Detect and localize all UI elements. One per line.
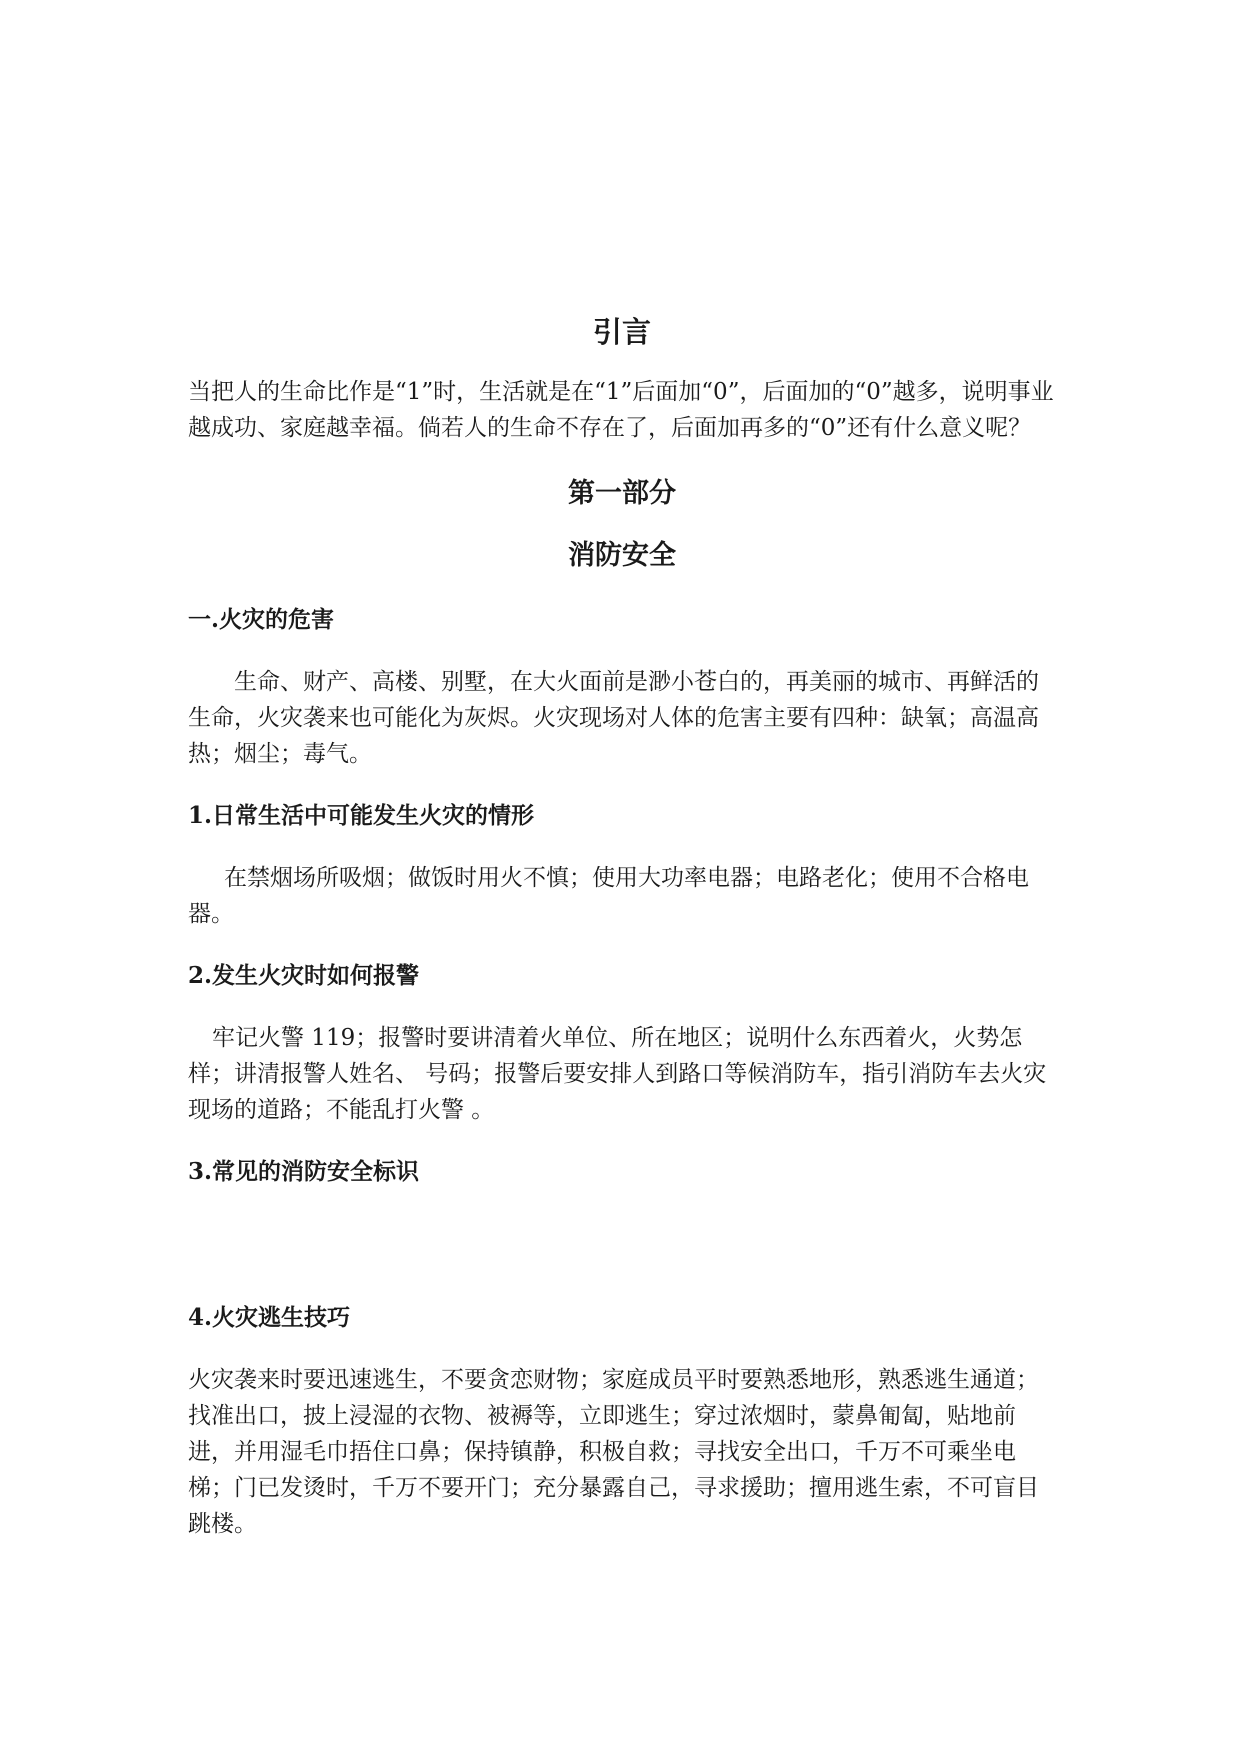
paragraph-escape-tips: 火灾袭来时要迅速逃生，不要贪恋财物；家庭成员平时要熟悉地形，熟悉逃生通道；找准出口，披上浸湿的衣物、被褥等，立即逃生；穿过浓烟时，蒙鼻匍匐，贴地前进，并用湿毛巾捂住口鼻；保持镇静，积极自救；寻找安全出口，千万不可乘坐电梯；门已发烫时，千万不要开门；充分暴露自己，寻求援助；擅用逃生索，不可盲目跳楼。 <box>188 1367 1039 1537</box>
part-title: 消防安全 <box>568 540 676 571</box>
part-label: 第一部分 <box>568 478 676 509</box>
paragraph-fire-alarm: 牢记火警 119；报警时要讲清着火单位、所在地区；说明什么东西着火，火势怎样；讲清报警人姓名、 号码；报警后要安排人到路口等候消防车，指引消防车去火灾现场的道路；不能乱打火警 。 <box>188 1025 1047 1123</box>
paragraph-fire-causes: 在禁烟场所吸烟；做饭时用火不慎；使用大功率电器；电路老化；使用不合格电器。 <box>188 865 1029 927</box>
section-paragraph-fire-hazards: 生命、财产、高楼、别墅，在大火面前是渺小苍白的，再美丽的城市、再鲜活的生命，火灾袭来也可能化为灰烬。火灾现场对人体的危害主要有四种：缺氧；高温高热；烟尘；毒气。 <box>188 669 1039 767</box>
intro-paragraph: 当把人的生命比作是“1”时，生活就是在“1”后面加“0”，后面加的“0”越多，说明事业越成功、家庭越幸福。倘若人的生命不存在了，后面加再多的“0”还有什么意义呢？ <box>188 379 1054 441</box>
subheading-safety-signs: 3.常见的消防安全标识 <box>188 1158 420 1185</box>
document-title: 引言 <box>592 315 651 349</box>
document-content <box>188 312 1056 1542</box>
section-heading-fire-hazards: 一.火灾的危害 <box>188 606 335 633</box>
subheading-fire-alarm: 2.发生火灾时如何报警 <box>188 962 420 989</box>
subheading-fire-causes: 1.日常生活中可能发生火灾的情形 <box>188 802 535 829</box>
safety-signs-blank-area <box>188 1190 1056 1300</box>
subheading-escape-tips: 4.火灾逃生技巧 <box>188 1304 351 1331</box>
